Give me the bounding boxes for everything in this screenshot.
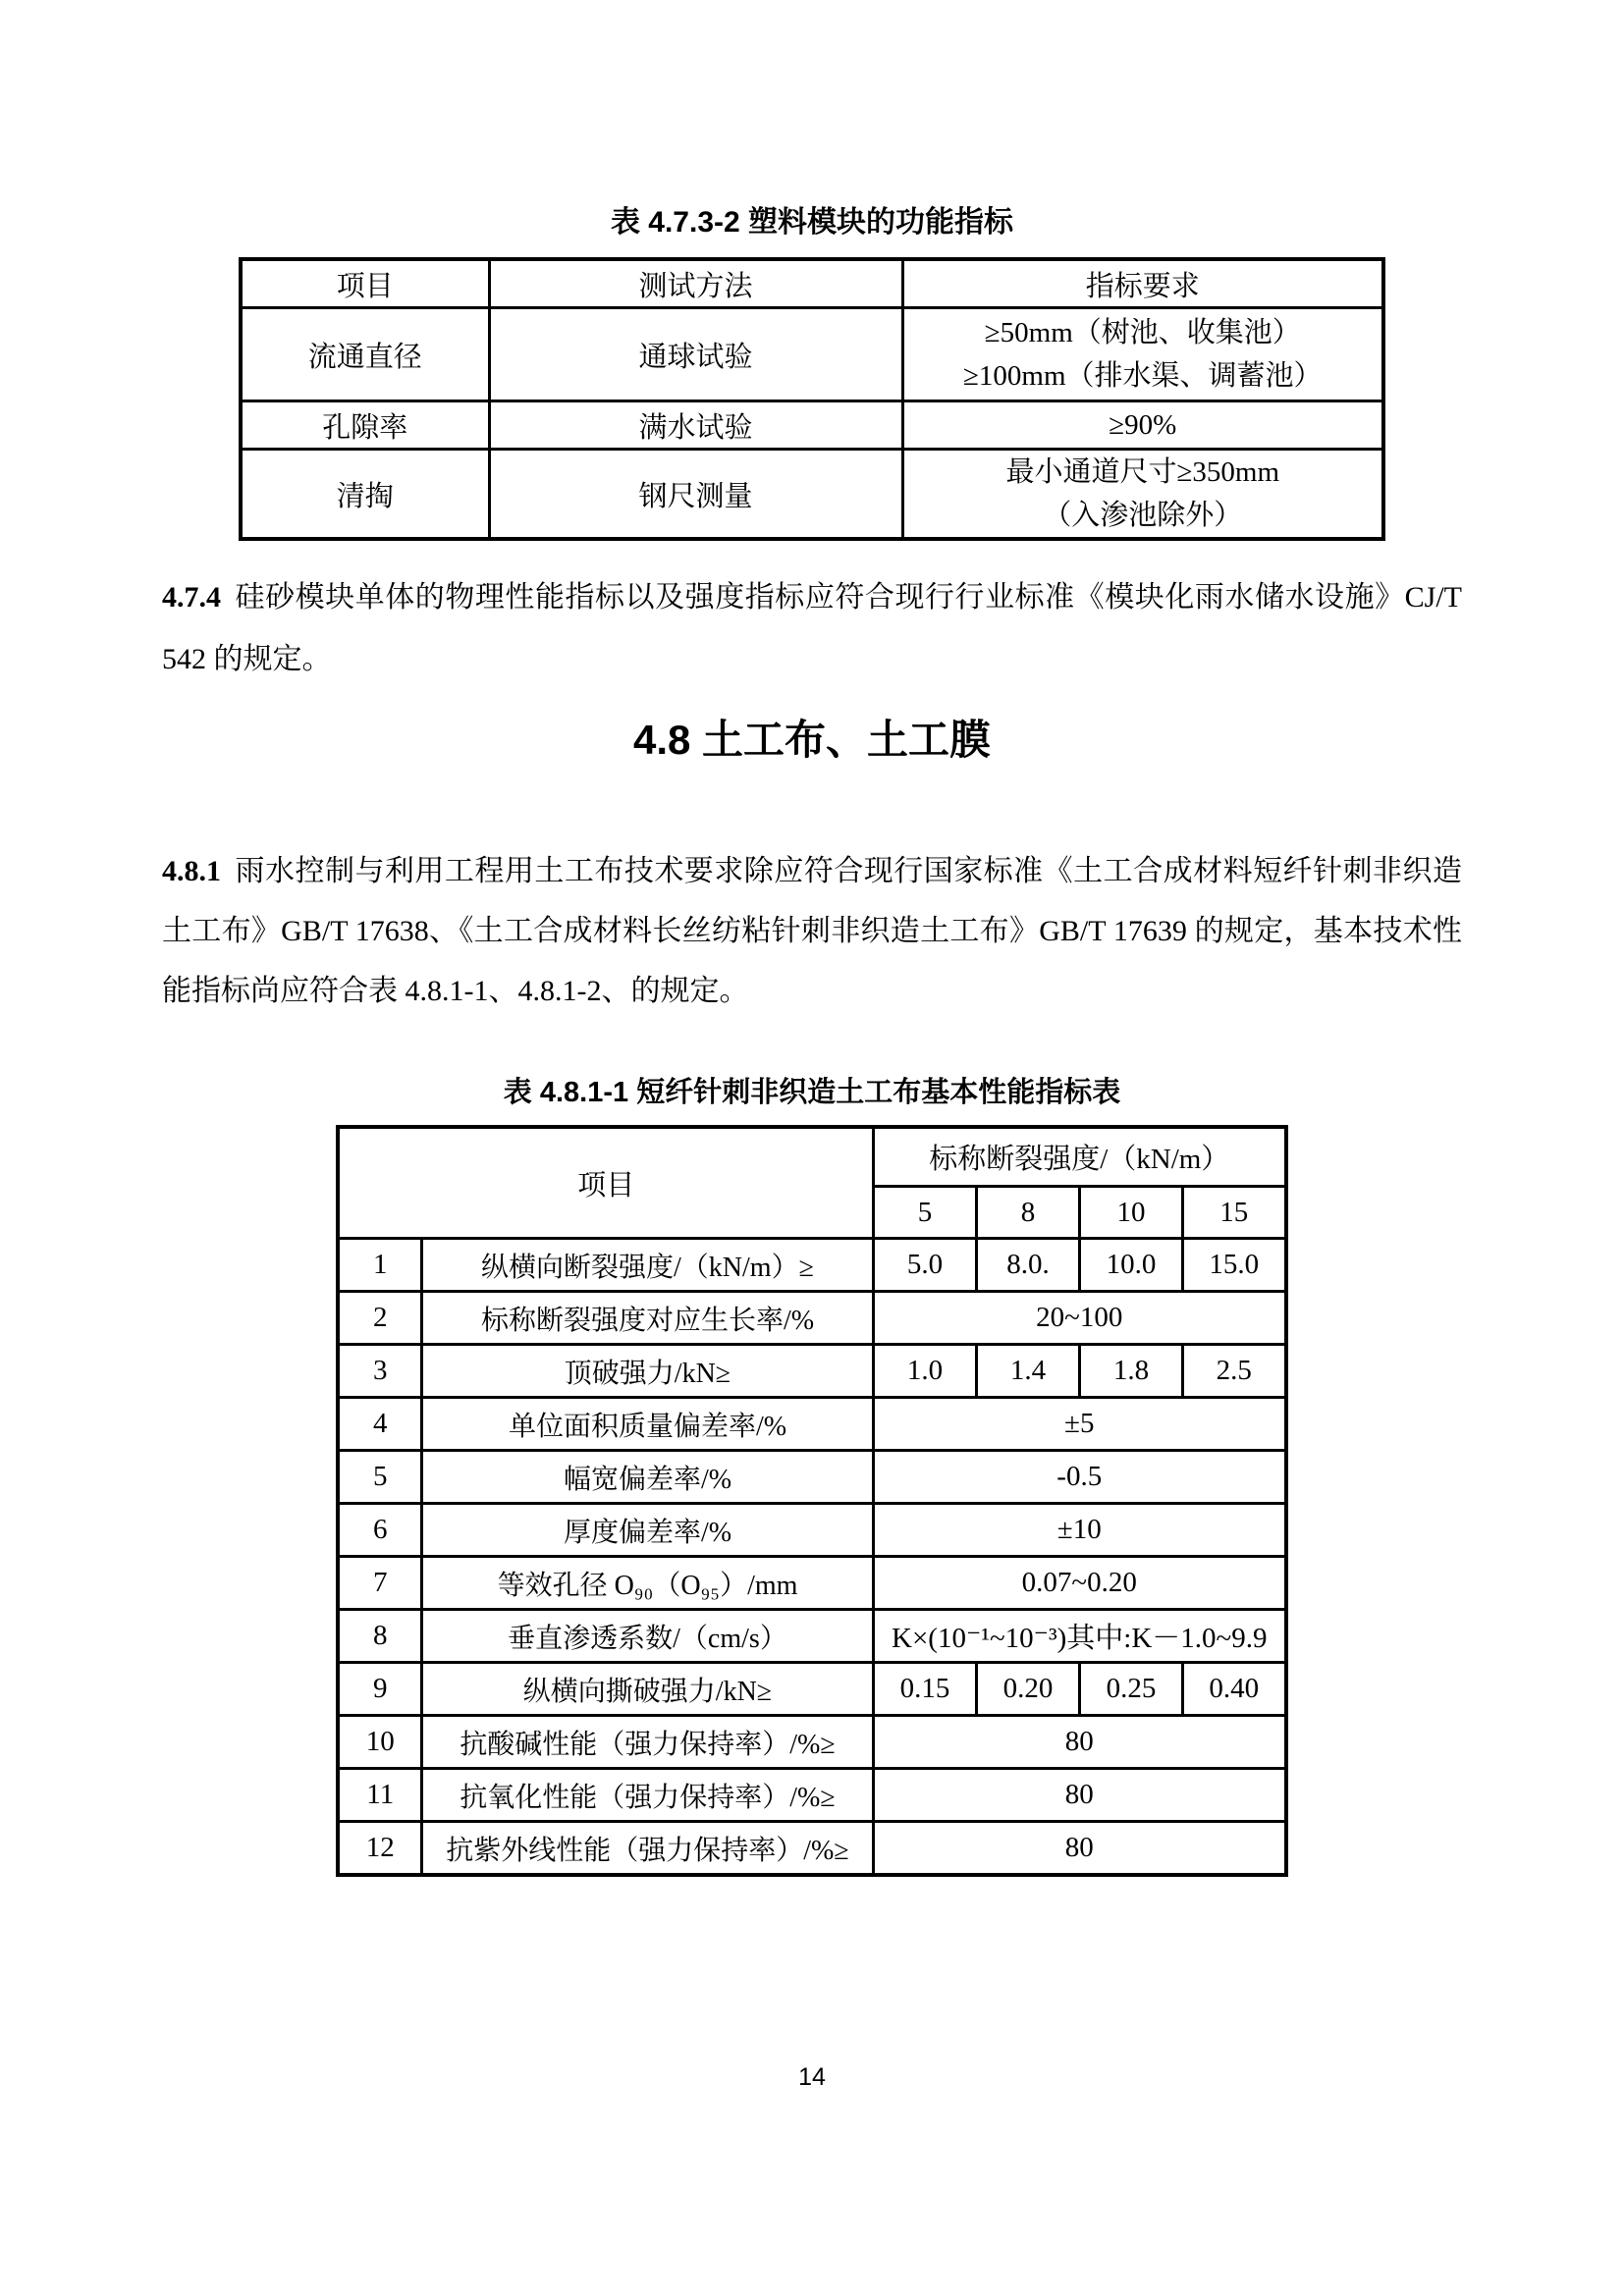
table-row xyxy=(338,1557,1285,1610)
header-item: 项目 xyxy=(338,1127,873,1239)
table-row xyxy=(338,1822,1285,1876)
row-label: 垂直渗透系数/（cm/s） xyxy=(421,1610,873,1663)
table-473-2 xyxy=(239,257,1385,541)
row-value: 0.20 xyxy=(977,1663,1080,1716)
row-value: 15.0 xyxy=(1183,1239,1286,1292)
row-value: 8.0. xyxy=(977,1239,1080,1292)
row-label: 标称断裂强度对应生长率/% xyxy=(421,1292,873,1345)
row-value: 1.4 xyxy=(977,1345,1080,1398)
table-row xyxy=(338,1716,1285,1769)
cell-requirement xyxy=(902,308,1383,401)
row-value: 5.0 xyxy=(874,1239,977,1292)
row-value: 2.5 xyxy=(1183,1345,1286,1398)
row-value: 10.0 xyxy=(1080,1239,1183,1292)
header-strength-5: 5 xyxy=(874,1187,977,1239)
row-number: 8 xyxy=(338,1610,421,1663)
clause-text: 硅砂模块单体的物理性能指标以及强度指标应符合现行行业标准《模块化雨水储水设施》CJ/T 542 的规定。 xyxy=(162,581,1462,675)
row-label: 幅宽偏差率/% xyxy=(421,1451,873,1504)
row-label: 等效孔径 O₉₀（O₉₅）/mm xyxy=(421,1557,873,1610)
cell-method: 通球试验 xyxy=(489,308,902,401)
row-number: 4 xyxy=(338,1398,421,1451)
row-value-span: -0.5 xyxy=(874,1451,1286,1504)
row-label: 抗酸碱性能（强力保持率）/%≥ xyxy=(421,1716,873,1769)
row-number: 3 xyxy=(338,1345,421,1398)
row-value-span: ±5 xyxy=(874,1398,1286,1451)
header-test-method: 测试方法 xyxy=(489,259,902,308)
table-row xyxy=(338,1345,1285,1398)
header-strength-15: 15 xyxy=(1183,1187,1286,1239)
cell-item: 清掏 xyxy=(241,450,489,540)
row-value: 0.25 xyxy=(1080,1663,1183,1716)
row-number: 2 xyxy=(338,1292,421,1345)
requirement-line: ≥100mm（排水渠、调蓄池） xyxy=(962,360,1323,392)
header-requirement: 指标要求 xyxy=(902,259,1383,308)
table-row xyxy=(241,308,1383,401)
table-481-1 xyxy=(336,1125,1287,1877)
clause-text: 雨水控制与利用工程用土工布技术要求除应符合现行国家标准《土工合成材料短纤针刺非织造土工布》GB/T 17638、《土工合成材料长丝纺粘针刺非织造土工布》GB/T 17639 的规定，基本技术性能指标尚应符合表 4.8.1-1、4.8.1-2、的规定。 xyxy=(162,855,1462,1007)
section-heading-4-8: 4.8 土工布、土工膜 xyxy=(632,717,992,763)
row-label: 厚度偏差率/% xyxy=(421,1504,873,1557)
row-number: 11 xyxy=(338,1769,421,1822)
table-row xyxy=(338,1610,1285,1663)
table-row xyxy=(338,1663,1285,1716)
row-value: 0.40 xyxy=(1183,1663,1286,1716)
clause-number: 4.7.4 xyxy=(162,581,221,614)
row-label: 纵横向撕破强力/kN≥ xyxy=(421,1663,873,1716)
row-value-span: 20~100 xyxy=(874,1292,1286,1345)
cell-requirement: ≥90% xyxy=(902,401,1383,450)
table-header-row xyxy=(241,259,1383,308)
row-number: 10 xyxy=(338,1716,421,1769)
row-number: 12 xyxy=(338,1822,421,1876)
row-number: 1 xyxy=(338,1239,421,1292)
paragraph-4-7-4 xyxy=(162,566,1462,690)
row-value: 1.0 xyxy=(874,1345,977,1398)
row-number: 6 xyxy=(338,1504,421,1557)
requirement-line: ≥50mm（树池、收集池） xyxy=(984,317,1301,348)
row-label: 抗氧化性能（强力保持率）/%≥ xyxy=(421,1769,873,1822)
table-row xyxy=(338,1504,1285,1557)
table-row xyxy=(338,1292,1285,1345)
row-number: 9 xyxy=(338,1663,421,1716)
cell-method: 钢尺测量 xyxy=(489,450,902,540)
row-value: 1.8 xyxy=(1080,1345,1183,1398)
cell-requirement xyxy=(902,450,1383,540)
header-strength-10: 10 xyxy=(1080,1187,1183,1239)
header-strength-8: 8 xyxy=(977,1187,1080,1239)
header-nominal-strength: 标称断裂强度/（kN/m） xyxy=(874,1127,1286,1187)
paragraph-4-8-1 xyxy=(162,841,1462,1021)
table-row xyxy=(338,1239,1285,1292)
cell-method: 满水试验 xyxy=(489,401,902,450)
row-label: 抗紫外线性能（强力保持率）/%≥ xyxy=(421,1822,873,1876)
row-value-span: ±10 xyxy=(874,1504,1286,1557)
row-label: 顶破强力/kN≥ xyxy=(421,1345,873,1398)
row-number: 5 xyxy=(338,1451,421,1504)
page-number: 14 xyxy=(798,2063,826,2091)
header-item: 项目 xyxy=(241,259,489,308)
table-473-2-title: 表 4.7.3-2 塑料模块的功能指标 xyxy=(610,206,1014,239)
table-row xyxy=(338,1769,1285,1822)
table-row xyxy=(338,1451,1285,1504)
row-value: 0.15 xyxy=(874,1663,977,1716)
row-value-span: 0.07~0.20 xyxy=(874,1557,1286,1610)
table-row xyxy=(338,1398,1285,1451)
table-row xyxy=(241,401,1383,450)
cell-item: 孔隙率 xyxy=(241,401,489,450)
row-label: 纵横向断裂强度/（kN/m）≥ xyxy=(421,1239,873,1292)
row-number: 7 xyxy=(338,1557,421,1610)
row-value-span: 80 xyxy=(874,1769,1286,1822)
table-481-1-title: 表 4.8.1-1 短纤针刺非织造土工布基本性能指标表 xyxy=(503,1077,1121,1108)
clause-number: 4.8.1 xyxy=(162,855,221,887)
row-label: 单位面积质量偏差率/% xyxy=(421,1398,873,1451)
table-header-row xyxy=(338,1127,1285,1187)
requirement-line: 最小通道尺寸≥350mm xyxy=(1005,456,1280,488)
row-value-span: 80 xyxy=(874,1822,1286,1876)
cell-item: 流通直径 xyxy=(241,308,489,401)
row-value-span: K×(10⁻¹~10⁻³)其中:K－1.0~9.9 xyxy=(874,1610,1286,1663)
table-row xyxy=(241,450,1383,540)
requirement-line: （入渗池除外） xyxy=(1043,500,1243,531)
row-value-span: 80 xyxy=(874,1716,1286,1769)
